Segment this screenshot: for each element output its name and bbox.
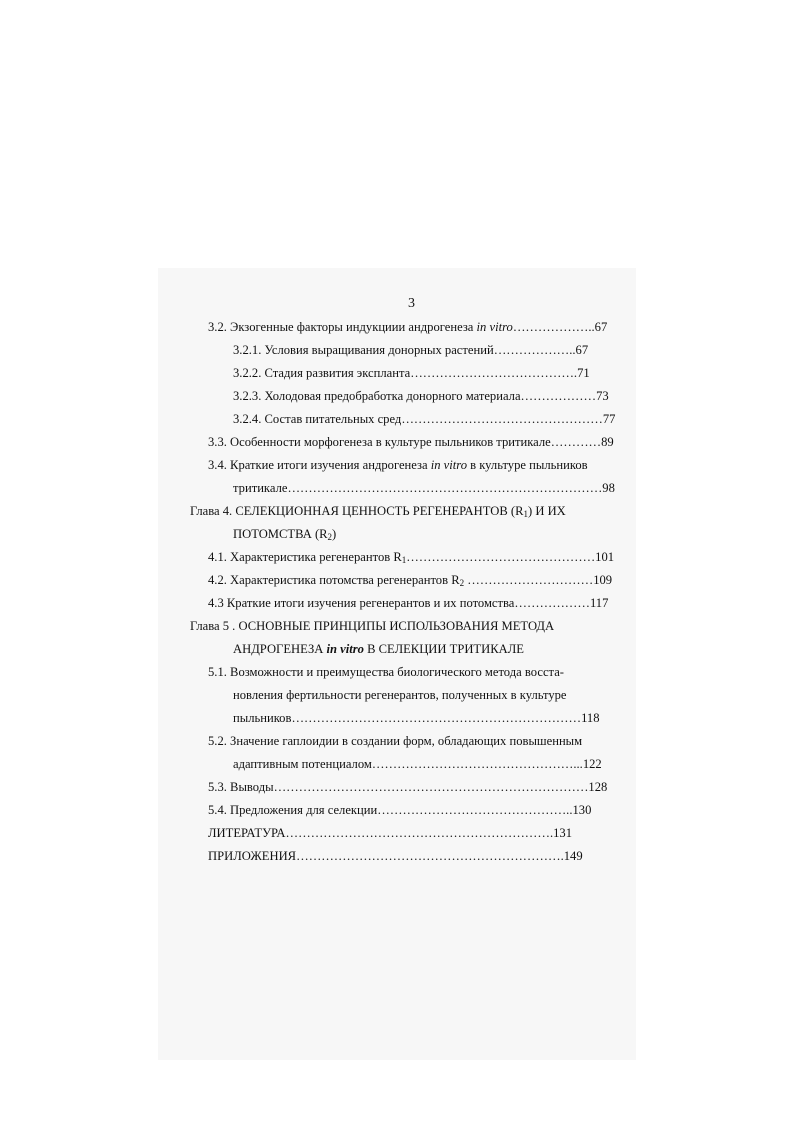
toc-entry-page: 77	[602, 412, 616, 426]
toc-entry	[233, 388, 630, 404]
toc-entry-label: )	[332, 527, 337, 541]
toc-entry	[233, 480, 632, 496]
toc-entry-page: 67	[594, 320, 608, 334]
toc-entry	[208, 457, 628, 473]
toc-entry-label: 3.2.2. Стадия развития эксплант	[233, 366, 405, 380]
toc-entry-label: АНДРОГЕНЕЗА	[233, 642, 327, 656]
toc-entry	[233, 687, 633, 703]
toc-entry-leader: …………………………………………………………………	[273, 780, 589, 794]
toc-entry-leader: …………	[550, 435, 602, 449]
toc-entry	[233, 756, 617, 772]
toc-entry	[208, 319, 628, 335]
toc-entry-leader: ……………………………………………………….	[285, 826, 554, 840]
toc-entry-label: новления фертильности регенерантов, полученных в культуре	[233, 688, 567, 702]
toc-entry-italic: in vitro	[326, 642, 364, 656]
toc-entry-label: в культуре пыльников	[467, 458, 588, 472]
toc-entry	[190, 503, 610, 522]
toc-entry-page: 71	[577, 366, 590, 380]
toc-entry	[190, 618, 600, 634]
toc-entry-label: ) И ИХ	[528, 504, 566, 518]
toc-entry-subscript: 1	[523, 509, 528, 519]
toc-entry-leader: ………………………………………..	[377, 803, 573, 817]
toc-entry-label: 3.2.3. Холодовая предобработка донорного материала	[233, 389, 521, 403]
toc-entry-label: 4.1. Характеристика регенерантов R	[208, 550, 402, 564]
toc-entry-label: ПОТОМСТВА (R	[233, 527, 328, 541]
toc-entry-leader: ……………………………………………………….	[296, 849, 564, 863]
toc-entry-page: 73	[596, 389, 609, 403]
toc-entry-page: 89	[601, 435, 614, 449]
toc-entry	[233, 411, 634, 427]
toc-entry-leader: …………………………………………...	[371, 757, 583, 771]
toc-entry-label: 3.2. Экзогенные факторы индукциии андрогенеза	[208, 320, 477, 334]
toc-entry-page: 117	[589, 596, 609, 610]
toc-entry-page: 67	[575, 343, 589, 357]
toc-entry	[233, 526, 413, 545]
toc-entry-label: Глава 4. СЕЛЕКЦИОННАЯ ЦЕННОСТЬ РЕГЕНЕРАНТОВ (R	[190, 504, 524, 518]
toc-entry-label: 5.1. Возможности и преимущества биологического метода восста-	[208, 665, 564, 679]
toc-entry-leader: ……………………………………………………………	[291, 711, 582, 725]
toc-entry-page: 128	[588, 780, 608, 794]
toc-entry-page: 131	[553, 826, 573, 840]
toc-entry-label: пыльников	[233, 711, 292, 725]
toc-entry	[208, 802, 632, 818]
toc-entry-label: 3.4. Краткие итоги изучения андрогенеза	[208, 458, 431, 472]
toc-entry-label: тритикале	[233, 481, 288, 495]
toc-entry-label: 3.2.1. Условия выращивания донорных растений	[233, 343, 494, 357]
toc-entry-label: 4.3 Краткие итоги изучения регенерантов и их потомства	[208, 596, 515, 610]
toc-entry-leader: ………………..	[512, 320, 595, 334]
toc-entry-italic: in vitro	[476, 320, 513, 334]
toc-entry-subscript: 2	[459, 578, 465, 588]
toc-entry-label: ПРИЛОЖЕНИЯ	[208, 849, 297, 863]
toc-entry	[208, 825, 636, 841]
toc-entry-label: ЛИТЕРАТУРА	[208, 826, 286, 840]
toc-entry-leader: ………………	[514, 596, 590, 610]
toc-entry-leader: ………………………………………	[406, 550, 596, 564]
toc-entry-leader: …………………………	[464, 573, 594, 587]
toc-entry	[208, 434, 630, 450]
toc-entry-label: В СЕЛЕКЦИИ ТРИТИКАЛЕ	[363, 642, 524, 656]
toc-entry	[208, 848, 638, 864]
toc-entry-label: адаптивным потенциалом	[233, 757, 372, 771]
toc-entry-label: 3.2.4. Состав питательных сред	[233, 412, 402, 426]
toc-entry-page: 122	[582, 757, 602, 771]
toc-entry	[208, 779, 632, 795]
toc-entry-leader: …………………………………………	[401, 412, 603, 426]
toc-entry-page: 109	[593, 573, 613, 587]
toc-entry-page: 101	[595, 550, 615, 564]
toc-entry	[208, 733, 628, 749]
toc-entry	[233, 710, 634, 726]
toc-entry-label: 5.4. Предложения для селекции	[208, 803, 378, 817]
toc-entry	[208, 595, 632, 611]
toc-entry	[233, 365, 628, 381]
toc-entry	[233, 641, 613, 657]
toc-entry-leader: ………………………………….	[410, 366, 578, 380]
toc-entry-page: 98	[602, 481, 615, 495]
toc-entry-leader: ………………	[520, 389, 597, 403]
toc-entry-label: а	[404, 366, 411, 380]
toc-entry-leader: ………………..	[493, 343, 576, 357]
toc-entry-page: 118	[581, 711, 600, 725]
toc-entry	[208, 549, 632, 568]
toc-entry-subscript: 2	[327, 532, 333, 542]
page-number: 3	[408, 296, 415, 311]
toc-entry-page: 149	[563, 849, 583, 863]
toc-entry	[208, 572, 632, 591]
toc-entry	[233, 342, 634, 358]
toc-entry-subscript: 1	[401, 555, 407, 565]
toc-entry-italic: in vitro	[430, 458, 467, 472]
toc-entry-leader: …………………………………………………………………	[287, 481, 603, 495]
toc-entry-label: 4.2. Характеристика потомства регенерантов R	[208, 573, 460, 587]
toc-entry-label: 5.2. Значение гаплоидии в создании форм, обладающих повышенным	[208, 734, 583, 748]
toc-entry-page: 130	[572, 803, 592, 817]
toc-entry-label: 3.3. Особенности морфогенеза в культуре пыльников тритикале	[208, 435, 551, 449]
toc-entry-label: 5.3. Выводы	[208, 780, 274, 794]
toc-entry	[208, 664, 628, 680]
toc-entry-label: Глава 5 . ОСНОВНЫЕ ПРИНЦИПЫ ИСПОЛЬЗОВАНИЯ МЕТОДА	[190, 619, 555, 633]
